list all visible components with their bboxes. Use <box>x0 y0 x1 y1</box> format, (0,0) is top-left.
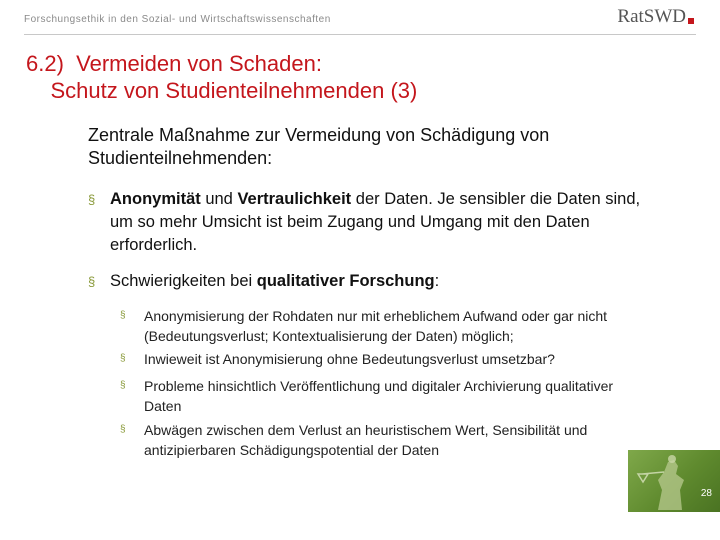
sub-bullet-3 <box>120 376 640 416</box>
logo-text: RatSWD <box>617 6 686 27</box>
bullet-bold-confidentiality: Vertraulichkeit <box>237 190 352 208</box>
bullet-anonymity <box>88 188 648 257</box>
sub-bullet-text: Abwägen zwischen dem Verlust an heuristischem Wert, Sensibilität und antizipierbaren Schädigungspotential der Daten <box>144 422 588 458</box>
bullet-bold-qualitative: qualitativer Forschung <box>256 272 435 290</box>
intro-text: Zentrale Maßnahme zur Vermeidung von Schädigung von Studienteilnehmenden: <box>88 125 550 168</box>
ratswd-logo <box>617 6 694 28</box>
sub-bullet-text: Probleme hinsichtlich Veröffentlichung und digitaler Archivierung qualitativer Daten <box>144 378 614 414</box>
sub-bullet-marker-icon: § <box>120 353 126 364</box>
logo-dot-icon <box>688 18 694 24</box>
sub-bullet-text: Anonymisierung der Rohdaten nur mit erheblichem Aufwand oder gar nicht (Bedeutungsverlust; Kontextualisierung der Daten) möglich; <box>144 308 608 344</box>
sub-bullet-1 <box>120 306 640 346</box>
bullet-text: Schwierigkeiten bei <box>110 272 257 290</box>
bullet-text: und <box>200 190 238 208</box>
running-title: Forschungsethik in den Sozial- und Wirtschaftswissenschaften <box>24 14 331 25</box>
sub-bullet-marker-icon: § <box>120 310 126 321</box>
bullet-marker-icon: § <box>88 274 96 289</box>
bullet-qualitative <box>88 270 648 293</box>
page-number: 28 <box>700 488 712 499</box>
sub-bullet-marker-icon: § <box>120 380 126 391</box>
bullet-marker-icon: § <box>88 192 96 207</box>
sub-bullet-2 <box>120 349 640 369</box>
sub-bullet-text: Inwieweit ist Anonymisierung ohne Bedeutungsverlust umsetzbar? <box>144 351 555 367</box>
bullet-text: der Daten. Je sensibler die Daten sind, um so mehr Umsicht ist beim Zugang und Umgang mit den Daten erforderlich. <box>110 190 641 254</box>
slide-title: 6.2) Vermeiden von Schaden: Schutz von Studienteilnehmenden (3) <box>26 51 418 103</box>
sub-bullet-4 <box>120 420 640 460</box>
header-divider <box>24 34 696 35</box>
sub-bullet-marker-icon: § <box>120 424 126 435</box>
bullet-text: : <box>434 272 440 290</box>
bullet-bold-anonymity: Anonymität <box>110 190 201 208</box>
justitia-statue-image <box>628 450 720 512</box>
